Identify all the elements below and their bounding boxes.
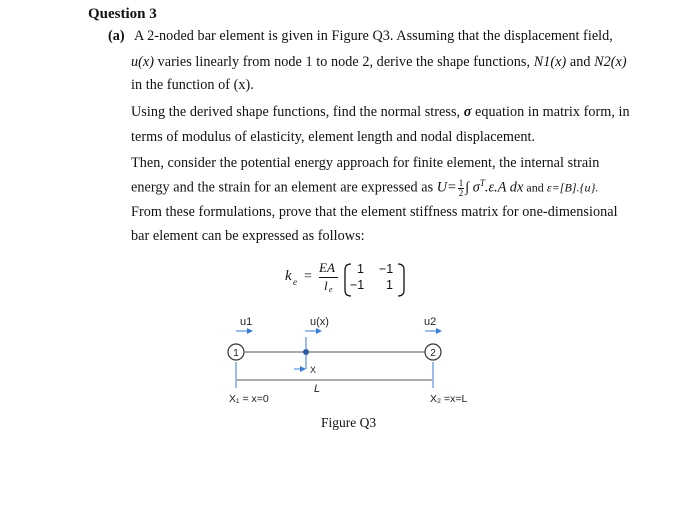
text-line-5: terms of modulus of elasticity, element length and nodal displacement. bbox=[131, 129, 536, 145]
matrix-a22: 1 bbox=[386, 278, 393, 292]
matrix-a21: −1 bbox=[350, 278, 365, 292]
text-line-4-post: equation in matrix form, in bbox=[471, 104, 630, 120]
text-line-7-pre: energy and the strain for an element are expressed as bbox=[131, 179, 437, 196]
sigma-symbol: σ bbox=[463, 104, 472, 120]
label-u1: u1 bbox=[240, 316, 253, 328]
text-line-1: A 2-noded bar element is given in Figure Q3. Assuming that the displacement field, bbox=[134, 28, 613, 44]
eq-denominator: l bbox=[324, 278, 328, 293]
text-line-2-mid: varies linearly from node 1 to node 2, derive the shape functions, bbox=[154, 54, 534, 70]
eq-denominator-sub: e bbox=[329, 285, 333, 294]
formula-strain: ε=[B].{u}. bbox=[546, 180, 599, 195]
figure-caption: Figure Q3 bbox=[321, 415, 377, 430]
eq-numerator: EA bbox=[319, 260, 335, 275]
text-line-7-and: and bbox=[523, 180, 547, 195]
formula-integral: ∫ σ bbox=[465, 179, 480, 196]
transpose-sup: T bbox=[479, 178, 485, 188]
x2-label: X₂ =x=L bbox=[430, 393, 468, 405]
shape-function-n2: N2(x) bbox=[594, 54, 627, 70]
part-label: (a) bbox=[108, 28, 125, 44]
shape-function-n1: N1(x) bbox=[533, 54, 567, 70]
matrix-a12: −1 bbox=[379, 262, 394, 276]
displacement-field: u(x) bbox=[131, 54, 155, 70]
formula-rest: .ε.A dx bbox=[484, 179, 524, 196]
text-line-8: From these formulations, prove that the element stiffness matrix for one-dimensional bbox=[131, 204, 618, 220]
matrix-a11: 1 bbox=[357, 262, 364, 276]
text-line-2-and: and bbox=[566, 54, 595, 70]
eq-lhs: k bbox=[285, 268, 292, 284]
text-line-3: in the function of (x). bbox=[131, 77, 254, 93]
length-label: L bbox=[314, 383, 321, 395]
text-line-6: Then, consider the potential energy approach for finite element, the internal strain bbox=[131, 155, 600, 171]
eq-lhs-sub: e bbox=[293, 277, 297, 287]
question-title: Question 3 bbox=[88, 6, 157, 22]
label-u2: u2 bbox=[424, 316, 437, 328]
half-numerator: 1 bbox=[458, 177, 464, 188]
eq-equals: = bbox=[304, 269, 312, 284]
text-line-4-pre: Using the derived shape functions, find the normal stress, bbox=[131, 104, 464, 120]
label-ux: u(x) bbox=[310, 316, 329, 328]
node-2-label: 2 bbox=[430, 348, 436, 359]
ux-point bbox=[303, 349, 309, 355]
axis-x-label: X bbox=[310, 365, 317, 375]
formula-u: U= bbox=[436, 179, 457, 196]
text-line-9: bar element can be expressed as follows: bbox=[131, 228, 365, 244]
x1-label: X₁ = x=0 bbox=[229, 393, 269, 405]
half-denominator: 2 bbox=[458, 187, 464, 198]
node-1-label: 1 bbox=[233, 348, 239, 359]
